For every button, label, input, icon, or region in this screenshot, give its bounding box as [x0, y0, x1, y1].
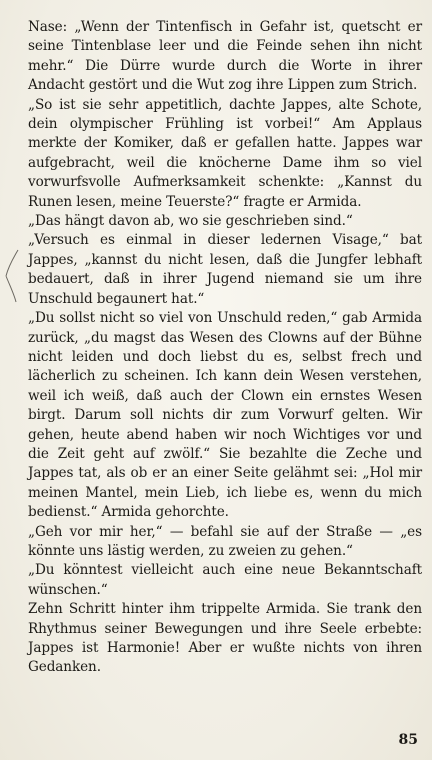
paragraph-1: Nase: „Wenn der Tintenfisch in Gefahr ist, quetscht er seine Tintenblase leer und die Feinde sehen ihn nicht mehr.“ Die Dürre wurde durch die Worte in ihrer Andacht gestört und die Wut zog ihre Lippen zum Strich. [28, 19, 422, 94]
margin-pencil-mark [2, 246, 22, 306]
paragraph-8: Zehn Schritt hinter ihm trippelte Armida. Sie trank den Rhythmus seiner Bewegungen und ihre Seele erbebte: Jappes ist Harmonie! Aber er wußte nichts von ihren Gedanken. [28, 601, 422, 676]
paragraph-7: „Du könntest vielleicht auch eine neue Bekanntschaft wünschen.“ [28, 562, 422, 598]
paragraph-5: „Du sollst nicht so viel von Unschuld reden,“ gab Armida zurück, „du magst das Wesen des Clowns auf der Bühne nicht leiden und doch liebst du es, selbst frech und lächerlich zu scheinen. Ich kann dein Wesen verstehen, weil ich weiß, daß auch der Clown ein ernstes Wesen birgt. Darum soll nichts dir zum Vorwurf gelten. Wir gehen, heute abend haben wir noch Wichtiges vor und die Zeit geht auf zwölf.“ Sie bezahlte die Zeche und Jappes tat, als ob er an einer Seite gelähmt sei: „Hol mir meinen Mantel, mein Lieb, ich liebe es, wenn du mich bedienst.“ Armida gehorchte. [28, 310, 422, 521]
paragraph-2: „So ist sie sehr appetitlich, dachte Jappes, alte Schote, dein olympischer Frühling ist vorbei!“ Am Applaus merkte der Komiker, daß er gefallen hatte. Jappes war aufgebracht, weil die knöcherne Dame ihm so viel vorwurfsvolle Aufmerksamkeit schenkte: „Kannst du Runen lesen, meine Teuerste?“ fragte er Armida. [28, 96, 422, 210]
body-text [28, 18, 422, 678]
page-number: 85 [398, 732, 418, 748]
paragraph-4: „Versuch es einmal in dieser ledernen Visage,“ bat Jappes, „kannst du nicht lesen, daß die Jungfer lebhaft bedauert, daß in ihrer Jugend niemand sie um ihre Unschuld begaunert hat.“ [28, 232, 422, 307]
paragraph-6: „Geh vor mir her,“ — befahl sie auf der Straße — „es könnte uns lästig werden, zu zweien zu gehen.“ [28, 523, 422, 559]
paragraph-3: „Das hängt davon ab, wo sie geschrieben sind.“ [28, 213, 353, 230]
